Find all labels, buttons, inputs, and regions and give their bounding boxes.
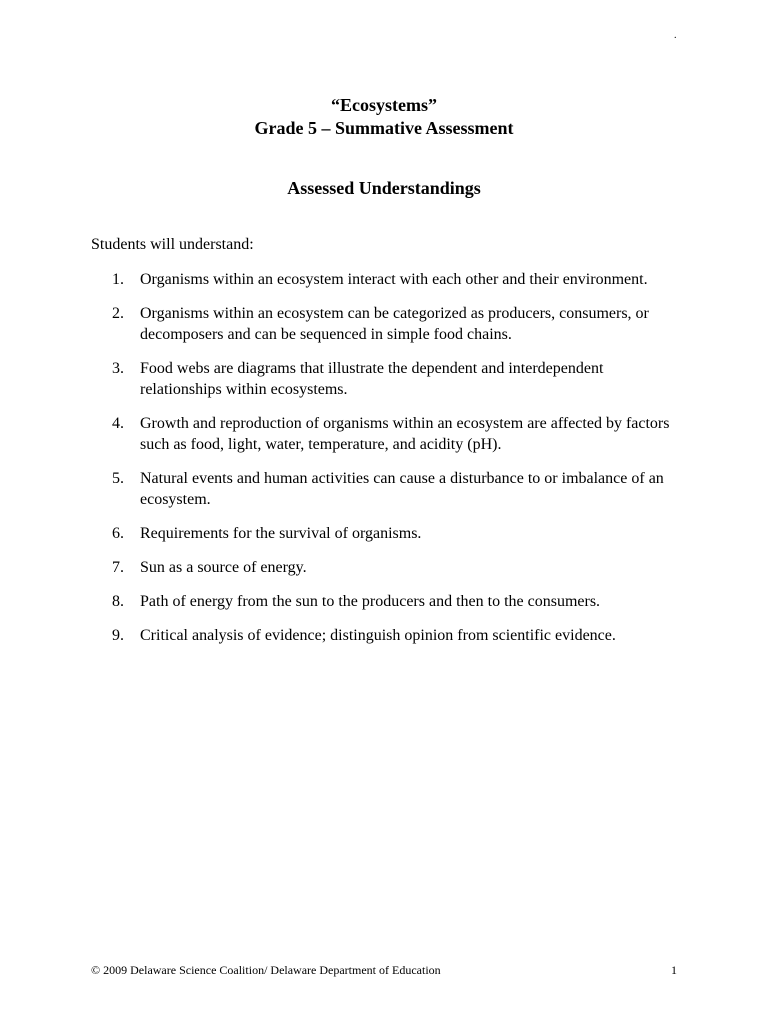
- title-line-2: Grade 5 – Summative Assessment: [254, 118, 514, 138]
- list-item: [0, 591, 768, 612]
- list-item-number: 3.: [112, 360, 124, 377]
- list-item: [0, 625, 768, 646]
- section-heading: Assessed Understandings: [287, 178, 481, 198]
- list-item-text: Growth and reproduction of organisms within an ecosystem are affected by factors such as food, light, water, temperature, and acidity (pH).: [140, 415, 670, 453]
- list-item-number: 7.: [112, 559, 124, 576]
- list-item: [0, 269, 768, 290]
- list-item-number: 8.: [112, 593, 124, 610]
- list-item: [0, 557, 768, 578]
- list-item-number: 9.: [112, 627, 124, 644]
- list-item-text: Sun as a source of energy.: [140, 559, 307, 576]
- list-item: [0, 468, 768, 510]
- list-item-text: Food webs are diagrams that illustrate the dependent and interdependent relationships within ecosystems.: [140, 360, 604, 398]
- list-item: [0, 303, 768, 345]
- page-number: 1: [671, 963, 677, 977]
- list-item-number: 5.: [112, 470, 124, 487]
- list-item-number: 4.: [112, 415, 124, 432]
- title-line-1: “Ecosystems”: [331, 95, 437, 115]
- list-item-text: Requirements for the survival of organisms.: [140, 525, 422, 542]
- list-item-text: Natural events and human activities can cause a disturbance to or imbalance of an ecosystem.: [140, 470, 664, 508]
- list-item-text: Organisms within an ecosystem can be categorized as producers, consumers, or decomposers and can be sequenced in simple food chains.: [140, 305, 649, 343]
- list-item-number: 1.: [112, 271, 124, 288]
- intro-text: Students will understand:: [91, 236, 254, 253]
- understandings-list: [0, 269, 768, 659]
- document-title: [0, 94, 768, 140]
- list-item-text: Critical analysis of evidence; distinguish opinion from scientific evidence.: [140, 627, 616, 644]
- footer-copyright: © 2009 Delaware Science Coalition/ Delaware Department of Education: [91, 963, 441, 977]
- list-item: [0, 413, 768, 455]
- list-item: [0, 523, 768, 544]
- list-item-number: 2.: [112, 305, 124, 322]
- corner-mark: .: [674, 30, 677, 41]
- list-item-text: Path of energy from the sun to the producers and then to the consumers.: [140, 593, 601, 610]
- list-item-number: 6.: [112, 525, 124, 542]
- list-item-text: Organisms within an ecosystem interact with each other and their environment.: [140, 271, 648, 288]
- list-item: [0, 358, 768, 400]
